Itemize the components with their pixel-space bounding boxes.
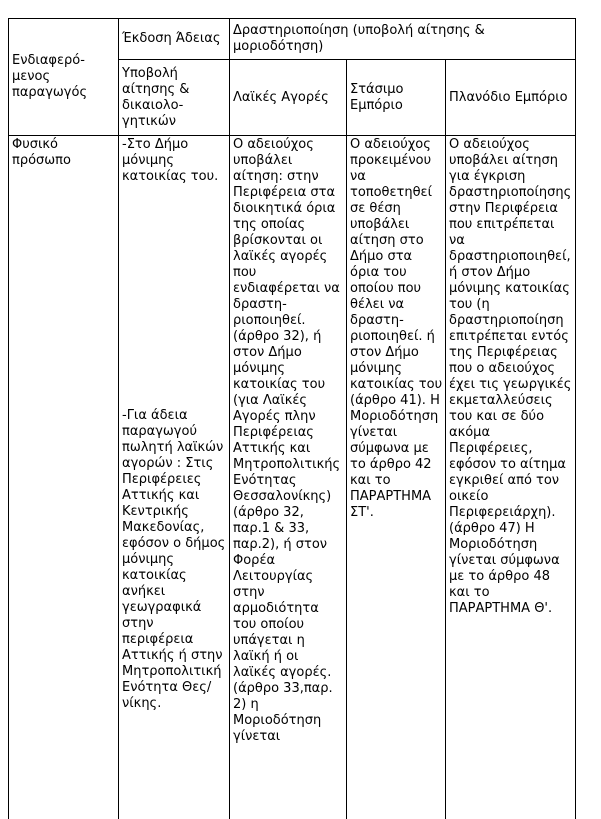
subheader-application-submission: Υποβολή αίτησης & δικαιολο-γητικών <box>119 60 230 136</box>
cell-planodio-emporio: Ο αδειούχος υποβάλει αίτηση για έγκριση δραστηριοποίησης στην Περιφέρεια που επιτρέπεται να δραστηριοποιηθεί, ή στον Δήμο μόνιμης κατοικίας του (η δραστηριοποίηση επιτρέπεται εντός της Περιφέρειας που ο αδειούχος έχει τις γεωργικές εκμεταλλεύσεις του και σε δύο ακόμα Περιφέρειες, εφόσον το αίτημα εγκριθεί από τον οικείο Περιφερειάρχη). (άρθρο 47) Η Μοριοδότηση γίνεται σύμφωνα με το άρθρο 48 και το ΠΑΡΑΡΤΗΜΑ Θ'. <box>446 136 576 819</box>
cell-application-submission <box>119 136 230 819</box>
subheader-laikes-agores: Λαϊκές Αγορές <box>230 60 347 136</box>
licensing-table <box>8 18 576 819</box>
submission-paragraph-1: -Στο Δήμο μόνιμης κατοικίας του. <box>122 137 219 184</box>
cell-stasimo-emporio: Ο αδειούχος προκειμένου να τοποθετηθεί σε θέση υποβάλει αίτηση στο Δήμο στα όρια του οποίου που θέλει να δραστη-ριοποιηθεί. ή στον Δήμο μόνιμης κατοικίας του (άρθρο 41). Η Μοριοδότηση γίνεται σύμφωνα με το άρθρο 42 και το ΠΑΡΑΡΤΗΜΑ ΣΤ'. <box>347 136 446 819</box>
submission-paragraph-2: -Για άδεια παραγωγού πωλητή λαϊκών αγορών : Στις Περιφέρειες Αττικής και Κεντρικής Μακεδονίας, εφόσον ο δήμος μόνιμης κατοικίας ανήκει γεωγραφικά στην περιφέρεια Αττικής ή στην Μητροπολιτική Ενότητα Θες/νίκης. <box>122 408 226 711</box>
cell-laikes-agores: Ο αδειούχος υποβάλει αίτηση: στην Περιφέρεια στα διοικητικά όρια της οποίας βρίσκονται οι λαϊκές αγορές που ενδιαφέρεται να δραστη-ριοποιηθεί. (άρθρο 32), ή στον Δήμο μόνιμης κατοικίας του (για Λαϊκές Αγορές πλην Περιφέρειας Αττικής και Μητροπολιτικής Ενότητας Θεσσαλονίκης) (άρθρο 32, παρ.1 & 33, παρ.2), ή στον Φορέα Λειτουργίας στην αρμοδιότητα του οποίου υπάγεται η λαϊκή ή οι λαϊκές αγορές. (άρθρο 33,παρ. 2) η Μοριοδότηση γίνεται <box>230 136 347 819</box>
header-interested-producer: Ενδιαφερό-μενος παραγωγός <box>9 19 119 136</box>
subheader-stasimo-emporio: Στάσιμο Εμπόριο <box>347 60 446 136</box>
header-activity: Δραστηριοποίηση (υποβολή αίτησης & μοριοδότηση) <box>230 19 576 60</box>
header-license-issuance: Έκδοση Άδειας <box>119 19 230 60</box>
cell-producer-type: Φυσικό πρόσωπο <box>9 136 119 819</box>
subheader-planodio-emporio: Πλανόδιο Εμπόριο <box>446 60 576 136</box>
